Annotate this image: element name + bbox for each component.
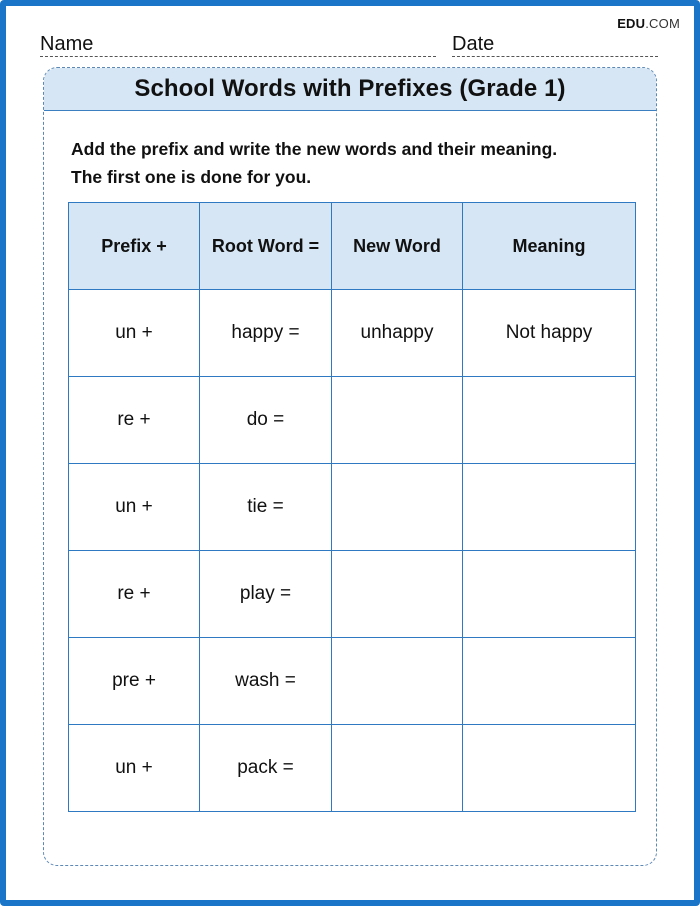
meaning-cell: Not happy	[463, 290, 636, 377]
brand-logo	[617, 16, 680, 31]
prefix-cell: re +	[69, 377, 200, 464]
name-label: Name	[40, 33, 94, 55]
root-word-column-header: Root Word =	[200, 203, 332, 290]
root-word-cell: do =	[200, 377, 332, 464]
root-word-cell: tie =	[200, 464, 332, 551]
new-word-answer-cell[interactable]	[332, 464, 463, 551]
brand-suffix: .COM	[645, 16, 680, 31]
root-word-cell: play =	[200, 551, 332, 638]
name-field[interactable]	[40, 32, 436, 57]
meaning-answer-cell[interactable]	[463, 377, 636, 464]
brand-name: EDU	[617, 16, 646, 31]
root-word-cell: pack =	[200, 725, 332, 812]
meaning-answer-cell[interactable]	[463, 638, 636, 725]
new-word-cell: unhappy	[332, 290, 463, 377]
prefix-cell: un +	[69, 290, 200, 377]
prefix-table	[68, 202, 636, 812]
worksheet-card	[43, 67, 657, 866]
instruction-line-1: Add the prefix and write the new words and their meaning.	[71, 139, 558, 159]
new-word-answer-cell[interactable]	[332, 377, 463, 464]
table-row	[69, 290, 636, 377]
table-row	[69, 725, 636, 812]
prefix-cell: un +	[69, 464, 200, 551]
prefix-cell: un +	[69, 725, 200, 812]
new-word-answer-cell[interactable]	[332, 638, 463, 725]
new-word-answer-cell[interactable]	[332, 725, 463, 812]
table-row	[69, 377, 636, 464]
new-word-answer-cell[interactable]	[332, 551, 463, 638]
table-row	[69, 551, 636, 638]
meaning-answer-cell[interactable]	[463, 464, 636, 551]
instructions	[71, 135, 631, 191]
root-word-cell: happy =	[200, 290, 332, 377]
root-word-cell: wash =	[200, 638, 332, 725]
date-field[interactable]	[452, 32, 658, 57]
instruction-line-2: The first one is done for you.	[71, 167, 312, 187]
worksheet-title: School Words with Prefixes (Grade 1)	[44, 68, 656, 111]
date-label: Date	[452, 33, 495, 55]
table-row	[69, 638, 636, 725]
prefix-cell: pre +	[69, 638, 200, 725]
meaning-answer-cell[interactable]	[463, 725, 636, 812]
new-word-column-header: New Word	[332, 203, 463, 290]
table-row	[69, 464, 636, 551]
meaning-answer-cell[interactable]	[463, 551, 636, 638]
prefix-column-header: Prefix +	[69, 203, 200, 290]
prefix-cell: re +	[69, 551, 200, 638]
table-header-row	[69, 203, 636, 290]
student-info-row	[40, 32, 658, 56]
meaning-column-header: Meaning	[463, 203, 636, 290]
